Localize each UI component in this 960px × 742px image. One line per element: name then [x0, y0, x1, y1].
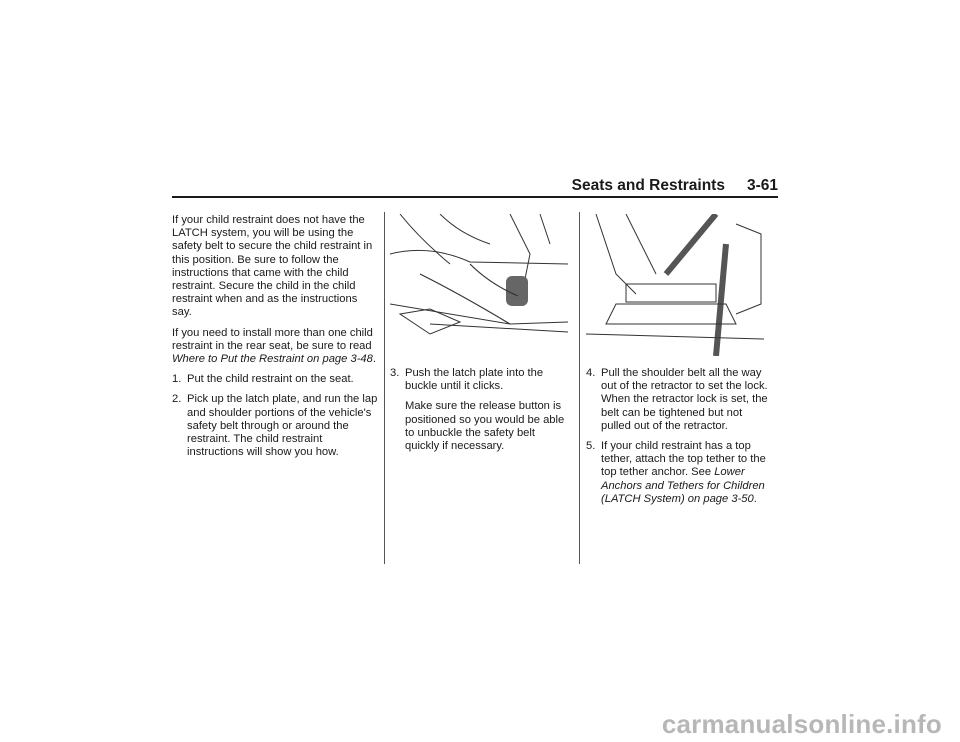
step-3	[390, 367, 572, 393]
column-1	[172, 214, 378, 466]
header-rule	[172, 196, 778, 198]
page-header	[172, 176, 778, 196]
step-4	[586, 367, 772, 433]
section-title: Seats and Restraints	[571, 177, 725, 194]
step-2	[172, 393, 378, 459]
step-text: Pull the shoulder belt all the way out of the retractor to set the lock. When the retractor lock is set, the belt can be tightened but not pulled out of the retractor.	[601, 367, 768, 432]
rear-seat-end: .	[372, 353, 376, 366]
step-number: 5.	[586, 440, 596, 453]
release-note: Make sure the release button is positioned so you would be able to unbuckle the safety belt quickly if necessary.	[405, 400, 565, 453]
step-number: 3.	[390, 367, 400, 379]
rear-seat-link[interactable]: Where to Put the Restraint on page 3-48	[172, 353, 373, 366]
step-number: 1.	[172, 373, 182, 386]
rear-seat-text: If you need to install more than one child restraint in the rear seat, be sure to read	[172, 326, 373, 352]
step-5-end: .	[753, 492, 757, 505]
step-5-text: If your child restraint has a top tether, attach the top tether to the top tether anchor. See	[601, 440, 766, 479]
step-text: Put the child restraint on the seat.	[187, 373, 354, 386]
step-text	[601, 440, 772, 506]
shoulder-belt-illustration	[586, 214, 764, 356]
intro-paragraph: If your child restraint does not have the LATCH system, you will be using the safety belt to secure the child restraint in this position. Be sure to follow the instructions that came with the child restraint. Secure the child in the child restraint when and as the instructions say.	[172, 214, 373, 319]
buckle-illustration	[390, 214, 568, 356]
page-number: 3-61	[746, 177, 778, 194]
column-divider-1	[384, 212, 385, 564]
step-number: 4.	[586, 367, 596, 379]
step-5	[586, 440, 772, 506]
step-text: Push the latch plate into the buckle until it clicks.	[405, 367, 544, 393]
step-number: 2.	[172, 393, 182, 406]
step-1	[172, 373, 378, 386]
latch-link[interactable]: Lower Anchors and Tethers for Children (LATCH System) on page 3-50	[601, 466, 765, 505]
rear-seat-paragraph	[172, 327, 378, 367]
column-3	[586, 214, 772, 513]
column-divider-2	[579, 212, 580, 564]
watermark: carmanualsonline.info	[661, 709, 942, 739]
step-text: Pick up the latch plate, and run the lap and shoulder portions of the vehicle's safety belt through or around the restraint. The child restraint instructions will show you how.	[187, 393, 378, 459]
column-2	[390, 214, 572, 460]
